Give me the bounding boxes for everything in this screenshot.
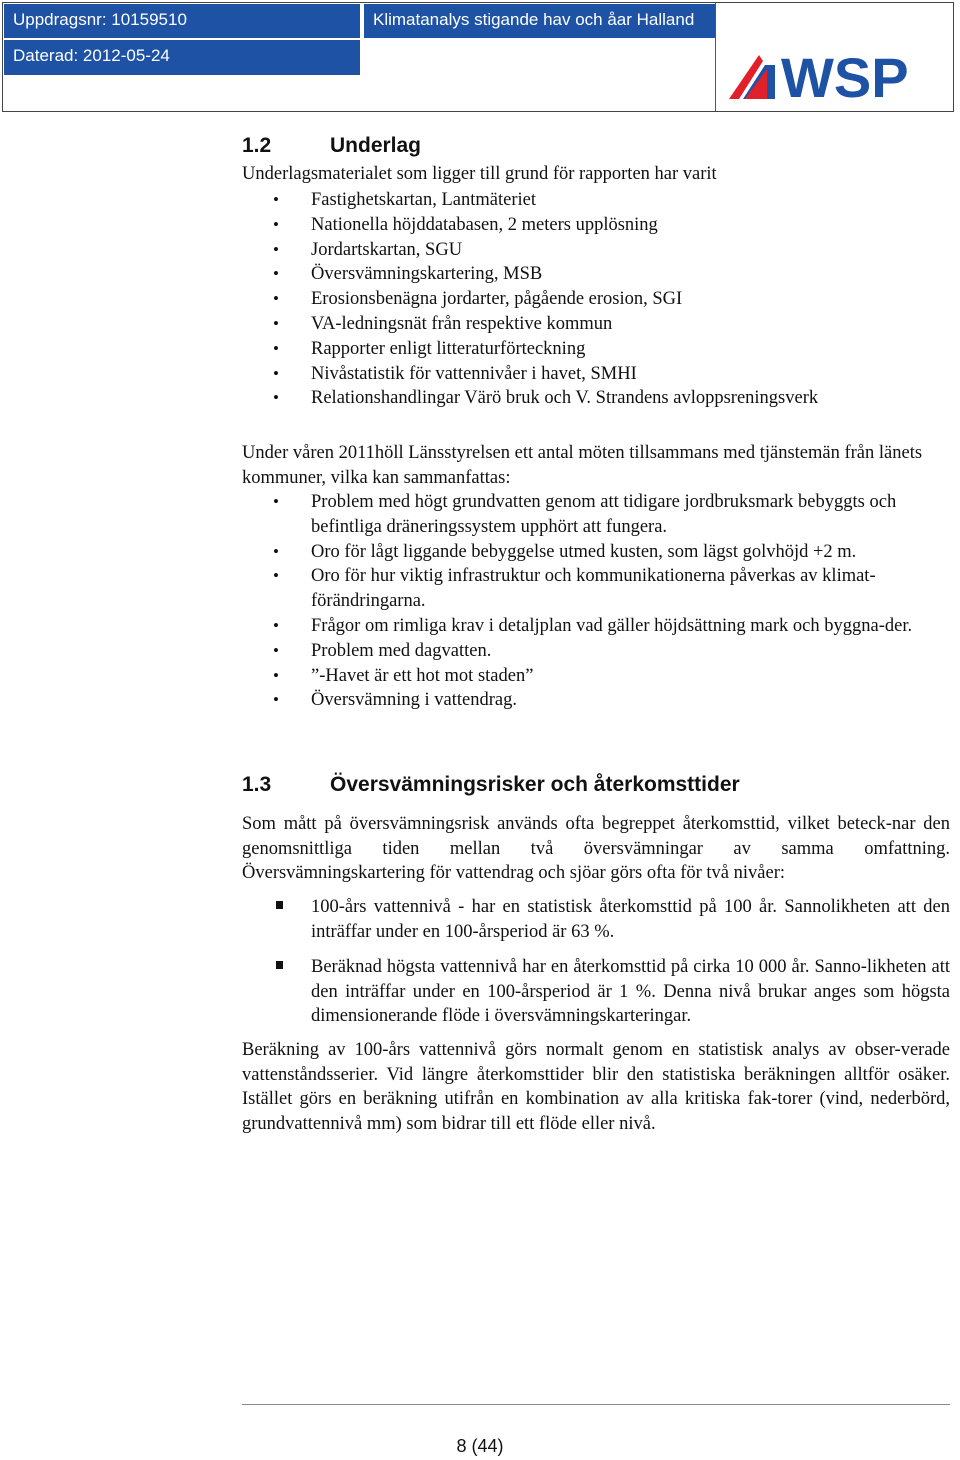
logo-wordmark: WSP bbox=[781, 46, 909, 109]
list-item: 100-års vattennivå - har en statistisk återkomsttid på 100 år. Sannolikheten att den inträffar under en 100-årsperiod är 63 %. bbox=[242, 895, 950, 944]
list-item: • VA-ledningsnät från respektive kommun bbox=[242, 312, 950, 337]
calculation-paragraph: Beräkning av 100-års vattennivå görs normalt genom en statistisk analys av obser-verade vattenståndsserier. Vid längre återkomsttider blir den statistiska beräkningen alltför osäker. Istället görs en beräkning utifrån en kombination av alla kritiska fak-torer (vind, nederbörd, grundvattennivå mm) som bidrar till ett flöde eller nivå. bbox=[242, 1040, 950, 1134]
concern-list bbox=[242, 490, 950, 713]
list-item: • Frågor om rimliga krav i detaljplan vad gäller höjdsättning mark och byggna-der. bbox=[242, 614, 950, 639]
section-heading-underlag bbox=[242, 134, 421, 158]
document-header bbox=[2, 2, 954, 112]
section-number: 1.2 bbox=[242, 134, 272, 157]
list-item: • Problem med högt grundvatten genom att tidigare jordbruksmark bebyggts och befintliga dräneringssystem upphört att fungera. bbox=[242, 490, 950, 540]
list-item: • ”-Havet är ett hot mot staden” bbox=[242, 664, 950, 689]
list-item: • Rapporter enligt litteraturförteckning bbox=[242, 337, 950, 362]
section-title: Underlag bbox=[330, 134, 422, 157]
footer-divider bbox=[242, 1404, 950, 1405]
report-date: Daterad: 2012-05-24 bbox=[4, 40, 360, 75]
assignment-number: Uppdragsnr: 10159510 bbox=[4, 4, 360, 38]
list-item: • Översvämningskartering, MSB bbox=[242, 262, 950, 287]
section-heading-oversvamningsrisker bbox=[242, 773, 740, 797]
list-item: • Nationella höjddatabasen, 2 meters upplösning bbox=[242, 213, 950, 238]
section-title: Översvämningsrisker och återkomsttider bbox=[330, 773, 740, 796]
flood-level-list bbox=[242, 895, 950, 1040]
meetings-intro: Under våren 2011höll Länsstyrelsen ett antal möten tillsammans med tjänstemän från länets kommuner, vilka kan sammanfattas: bbox=[242, 443, 923, 488]
header-separator bbox=[715, 3, 716, 111]
section-number: 1.3 bbox=[242, 773, 272, 796]
page-number: 8 (44) bbox=[456, 1436, 504, 1456]
underlag-intro: Underlagsmaterialet som ligger till grund för rapporten har varit bbox=[242, 164, 717, 184]
list-item: Beräknad högsta vattennivå har en återkomsttid på cirka 10 000 år. Sanno-likheten att den inträffar under en 100-årsperiod är 1 %. Denna nivå brukar anges som högsta dimensionerande flöde i översvämningskarteringar. bbox=[242, 955, 950, 1029]
list-item: • Nivåstatistik för vattennivåer i havet, SMHI bbox=[242, 362, 950, 387]
list-item: • Fastighetskartan, Lantmäteriet bbox=[242, 188, 950, 213]
list-item: • Jordartskartan, SGU bbox=[242, 238, 950, 263]
risk-intro: Som mått på översvämningsrisk används ofta begreppet återkomsttid, vilket beteck-nar den genomsnittliga tiden mellan två översvämningar av samma omfattning. Översvämningskartering för vattendrag och sjöar görs ofta för två nivåer: bbox=[242, 814, 950, 883]
list-item: • Relationshandlingar Värö bruk och V. Strandens avloppsreningsverk bbox=[242, 386, 950, 411]
list-item: • Oro för hur viktig infrastruktur och kommunikationerna påverkas av klimat-förändringarna. bbox=[242, 564, 950, 614]
list-item: • Översvämning i vattendrag. bbox=[242, 688, 950, 713]
source-list bbox=[242, 188, 950, 411]
report-title: Klimatanalys stigande hav och åar Halland bbox=[364, 4, 715, 38]
list-item: • Erosionsbenägna jordarter, pågående erosion, SGI bbox=[242, 287, 950, 312]
list-item: • Problem med dagvatten. bbox=[242, 639, 950, 664]
wsp-logo-icon bbox=[723, 41, 923, 109]
list-item: • Oro för lågt liggande bebyggelse utmed kusten, som lägst golvhöjd +2 m. bbox=[242, 540, 950, 565]
